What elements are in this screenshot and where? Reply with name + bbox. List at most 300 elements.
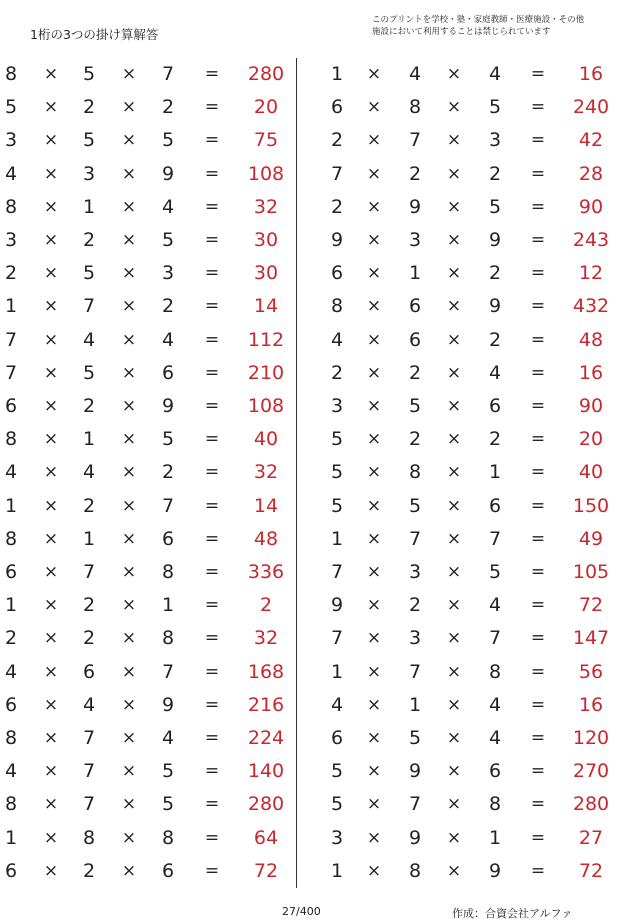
usage-notice-line: このプリントを学校・塾・家庭教師・医療施設・その他 — [372, 15, 585, 25]
times-sign: × — [366, 163, 382, 184]
equals-sign: = — [204, 396, 220, 416]
number-a: 9 — [330, 594, 344, 617]
number-c: 4 — [488, 63, 502, 85]
times-sign: × — [121, 329, 137, 350]
number-c: 4 — [161, 727, 175, 749]
number-b: 7 — [408, 660, 422, 683]
answer: 210 — [247, 361, 285, 384]
times-sign: × — [366, 130, 382, 151]
number-a: 5 — [4, 96, 18, 119]
number-b: 5 — [82, 63, 96, 85]
times-sign: × — [366, 296, 382, 317]
number-b: 1 — [408, 262, 422, 285]
number-b: 5 — [82, 129, 96, 152]
times-sign: × — [43, 462, 59, 483]
number-c: 7 — [488, 627, 502, 650]
number-b: 7 — [82, 760, 96, 783]
number-b: 7 — [408, 129, 422, 152]
number-b: 4 — [408, 63, 422, 85]
times-sign: × — [446, 595, 462, 616]
times-sign: × — [446, 495, 462, 516]
times-sign: × — [446, 396, 462, 416]
equals-sign: = — [530, 761, 546, 782]
answer: 32 — [253, 195, 279, 218]
times-sign: × — [446, 64, 462, 84]
number-c: 6 — [161, 859, 175, 882]
number-a: 6 — [330, 96, 344, 119]
times-sign: × — [121, 429, 137, 450]
number-b: 4 — [82, 461, 96, 484]
times-sign: × — [446, 827, 462, 848]
times-sign: × — [366, 429, 382, 450]
equals-sign: = — [530, 562, 546, 582]
number-c: 9 — [488, 229, 502, 251]
times-sign: × — [446, 628, 462, 649]
number-a: 1 — [4, 494, 18, 517]
number-c: 4 — [161, 328, 175, 351]
number-b: 3 — [408, 561, 422, 583]
times-sign: × — [366, 362, 382, 383]
times-sign: × — [366, 728, 382, 748]
times-sign: × — [366, 196, 382, 217]
number-b: 6 — [82, 660, 96, 683]
problem-row — [0, 556, 640, 589]
times-sign: × — [43, 761, 59, 782]
times-sign: × — [121, 827, 137, 848]
equals-sign: = — [204, 263, 220, 284]
answer: 105 — [572, 561, 610, 583]
answer: 280 — [247, 63, 285, 85]
number-c: 5 — [488, 195, 502, 218]
number-b: 2 — [408, 594, 422, 617]
times-sign: × — [366, 595, 382, 616]
number-b: 2 — [408, 428, 422, 451]
number-a: 8 — [330, 295, 344, 318]
number-c: 6 — [488, 760, 502, 783]
equals-sign: = — [530, 462, 546, 483]
problem-row — [0, 423, 640, 456]
number-b: 2 — [82, 229, 96, 251]
times-sign: × — [366, 329, 382, 350]
times-sign: × — [121, 761, 137, 782]
times-sign: × — [121, 97, 137, 118]
times-sign: × — [446, 694, 462, 715]
times-sign: × — [43, 595, 59, 616]
answer: 216 — [247, 693, 285, 716]
number-a: 4 — [4, 162, 18, 185]
problem-row — [0, 523, 640, 556]
times-sign: × — [446, 97, 462, 118]
number-c: 2 — [161, 461, 175, 484]
equals-sign: = — [204, 595, 220, 616]
times-sign: × — [446, 794, 462, 815]
times-sign: × — [366, 661, 382, 682]
answer: 42 — [578, 129, 604, 152]
problem-row — [0, 788, 640, 821]
number-c: 4 — [161, 195, 175, 218]
number-c: 5 — [161, 428, 175, 451]
number-a: 1 — [4, 295, 18, 318]
number-c: 8 — [161, 627, 175, 650]
times-sign: × — [446, 661, 462, 682]
times-sign: × — [43, 860, 59, 881]
times-sign: × — [43, 794, 59, 815]
problem-row — [0, 158, 640, 191]
equals-sign: = — [204, 794, 220, 815]
equals-sign: = — [530, 794, 546, 815]
number-a: 6 — [4, 693, 18, 716]
number-a: 4 — [330, 693, 344, 716]
answer: 40 — [253, 428, 279, 451]
times-sign: × — [121, 196, 137, 217]
equals-sign: = — [204, 728, 220, 748]
times-sign: × — [121, 495, 137, 516]
times-sign: × — [366, 230, 382, 250]
times-sign: × — [366, 694, 382, 715]
number-c: 5 — [488, 96, 502, 119]
times-sign: × — [366, 860, 382, 881]
equals-sign: = — [204, 462, 220, 483]
problem-row — [0, 855, 640, 888]
times-sign: × — [121, 628, 137, 649]
answer: 243 — [572, 229, 610, 251]
number-a: 5 — [330, 793, 344, 816]
number-b: 6 — [408, 295, 422, 318]
author-credit: 作成：合資会社アルファ — [452, 907, 573, 920]
number-a: 4 — [4, 461, 18, 484]
equals-sign: = — [204, 196, 220, 217]
answer: 240 — [572, 96, 610, 119]
equals-sign: = — [204, 562, 220, 582]
number-b: 9 — [408, 826, 422, 849]
problem-row — [0, 456, 640, 489]
times-sign: × — [446, 562, 462, 582]
number-a: 4 — [330, 328, 344, 351]
times-sign: × — [366, 64, 382, 84]
page-number: 27/400 — [282, 905, 321, 918]
problem-row — [0, 124, 640, 157]
problem-row — [0, 622, 640, 655]
times-sign: × — [121, 64, 137, 84]
times-sign: × — [43, 97, 59, 118]
equals-sign: = — [530, 263, 546, 284]
equals-sign: = — [530, 728, 546, 748]
number-c: 4 — [488, 594, 502, 617]
number-b: 8 — [408, 859, 422, 882]
times-sign: × — [121, 562, 137, 582]
number-a: 4 — [4, 760, 18, 783]
number-c: 9 — [488, 295, 502, 318]
times-sign: × — [43, 528, 59, 549]
equals-sign: = — [530, 230, 546, 250]
number-b: 8 — [408, 96, 422, 119]
problem-row — [0, 58, 640, 91]
times-sign: × — [121, 462, 137, 483]
times-sign: × — [121, 728, 137, 748]
answer: 56 — [578, 660, 604, 683]
times-sign: × — [43, 196, 59, 217]
number-c: 9 — [161, 693, 175, 716]
number-b: 7 — [408, 527, 422, 550]
answer: 280 — [247, 793, 285, 816]
times-sign: × — [446, 196, 462, 217]
number-a: 7 — [4, 328, 18, 351]
problem-row — [0, 290, 640, 323]
equals-sign: = — [530, 661, 546, 682]
equals-sign: = — [204, 362, 220, 383]
times-sign: × — [446, 728, 462, 748]
answer: 108 — [247, 162, 285, 185]
times-sign: × — [446, 761, 462, 782]
number-a: 8 — [4, 793, 18, 816]
number-a: 4 — [4, 660, 18, 683]
number-b: 9 — [408, 195, 422, 218]
number-b: 5 — [408, 494, 422, 517]
number-b: 9 — [408, 760, 422, 783]
number-a: 5 — [330, 461, 344, 484]
answer: 64 — [253, 826, 279, 849]
number-a: 3 — [4, 129, 18, 152]
times-sign: × — [43, 495, 59, 516]
number-b: 2 — [82, 395, 96, 417]
number-c: 5 — [161, 793, 175, 816]
equals-sign: = — [530, 528, 546, 549]
times-sign: × — [121, 263, 137, 284]
number-c: 8 — [488, 660, 502, 683]
answer: 28 — [578, 162, 604, 185]
times-sign: × — [121, 794, 137, 815]
problem-row — [0, 755, 640, 788]
times-sign: × — [43, 296, 59, 317]
times-sign: × — [446, 429, 462, 450]
equals-sign: = — [530, 362, 546, 383]
times-sign: × — [446, 462, 462, 483]
answer: 224 — [247, 727, 285, 749]
times-sign: × — [366, 97, 382, 118]
problem-row — [0, 91, 640, 124]
problem-row — [0, 224, 640, 257]
answer: 168 — [247, 660, 285, 683]
number-a: 1 — [330, 63, 344, 85]
equals-sign: = — [204, 163, 220, 184]
equals-sign: = — [204, 64, 220, 84]
problem-row — [0, 257, 640, 290]
number-c: 6 — [488, 494, 502, 517]
number-a: 3 — [330, 826, 344, 849]
equals-sign: = — [204, 661, 220, 682]
problem-row — [0, 324, 640, 357]
answer: 2 — [259, 594, 273, 617]
number-c: 1 — [488, 461, 502, 484]
number-a: 3 — [4, 229, 18, 251]
number-a: 1 — [330, 859, 344, 882]
number-c: 2 — [488, 262, 502, 285]
number-c: 2 — [488, 162, 502, 185]
number-a: 7 — [330, 162, 344, 185]
times-sign: × — [121, 163, 137, 184]
answer: 280 — [572, 793, 610, 816]
times-sign: × — [121, 296, 137, 317]
equals-sign: = — [530, 860, 546, 881]
number-c: 4 — [488, 727, 502, 749]
number-a: 9 — [330, 229, 344, 251]
answer: 140 — [247, 760, 285, 783]
equals-sign: = — [530, 296, 546, 317]
number-a: 7 — [330, 627, 344, 650]
number-a: 7 — [330, 561, 344, 583]
number-a: 8 — [4, 195, 18, 218]
times-sign: × — [43, 562, 59, 582]
times-sign: × — [43, 396, 59, 416]
answer: 72 — [578, 859, 604, 882]
equals-sign: = — [204, 694, 220, 715]
answer: 16 — [578, 361, 604, 384]
times-sign: × — [43, 728, 59, 748]
number-c: 7 — [161, 660, 175, 683]
times-sign: × — [121, 528, 137, 549]
times-sign: × — [446, 263, 462, 284]
answer: 16 — [578, 63, 604, 85]
number-b: 7 — [408, 793, 422, 816]
equals-sign: = — [204, 495, 220, 516]
number-a: 5 — [330, 494, 344, 517]
number-a: 2 — [330, 129, 344, 152]
answer: 40 — [578, 461, 604, 484]
number-b: 5 — [408, 727, 422, 749]
number-c: 4 — [488, 361, 502, 384]
number-b: 1 — [82, 195, 96, 218]
equals-sign: = — [530, 628, 546, 649]
number-b: 3 — [408, 229, 422, 251]
times-sign: × — [446, 329, 462, 350]
problem-row — [0, 722, 640, 755]
times-sign: × — [446, 362, 462, 383]
answer: 150 — [572, 494, 610, 517]
answer: 72 — [578, 594, 604, 617]
answer: 90 — [578, 395, 604, 417]
number-b: 1 — [82, 527, 96, 550]
equals-sign: = — [204, 296, 220, 317]
number-b: 3 — [82, 162, 96, 185]
answer: 336 — [247, 561, 285, 583]
number-c: 1 — [488, 826, 502, 849]
answer: 30 — [253, 229, 279, 251]
problem-row — [0, 390, 640, 423]
number-c: 5 — [161, 229, 175, 251]
number-a: 2 — [4, 627, 18, 650]
number-b: 5 — [82, 361, 96, 384]
times-sign: × — [43, 329, 59, 350]
times-sign: × — [446, 860, 462, 881]
times-sign: × — [366, 462, 382, 483]
equals-sign: = — [530, 694, 546, 715]
number-c: 2 — [488, 428, 502, 451]
number-b: 7 — [82, 561, 96, 583]
number-b: 2 — [82, 494, 96, 517]
answer: 48 — [253, 527, 279, 550]
answer: 14 — [253, 494, 279, 517]
answer: 30 — [253, 262, 279, 285]
answer: 270 — [572, 760, 610, 783]
number-c: 9 — [488, 859, 502, 882]
equals-sign: = — [204, 528, 220, 549]
number-a: 8 — [4, 527, 18, 550]
times-sign: × — [121, 860, 137, 881]
answer: 32 — [253, 461, 279, 484]
number-c: 5 — [161, 129, 175, 152]
number-c: 5 — [488, 561, 502, 583]
usage-notice-line: 施設において利用することは禁じられています — [372, 27, 551, 37]
number-b: 2 — [408, 162, 422, 185]
times-sign: × — [366, 562, 382, 582]
times-sign: × — [43, 362, 59, 383]
number-a: 6 — [330, 727, 344, 749]
number-a: 7 — [4, 361, 18, 384]
number-c: 7 — [488, 527, 502, 550]
equals-sign: = — [530, 130, 546, 151]
times-sign: × — [366, 396, 382, 416]
number-a: 6 — [330, 262, 344, 285]
number-b: 7 — [82, 295, 96, 318]
times-sign: × — [43, 163, 59, 184]
equals-sign: = — [530, 396, 546, 416]
number-b: 8 — [82, 826, 96, 849]
usage-notice — [372, 14, 584, 38]
equals-sign: = — [530, 595, 546, 616]
answer: 20 — [578, 428, 604, 451]
problem-row — [0, 191, 640, 224]
number-c: 6 — [161, 527, 175, 550]
answer: 90 — [578, 195, 604, 218]
number-b: 2 — [408, 361, 422, 384]
times-sign: × — [366, 761, 382, 782]
times-sign: × — [43, 64, 59, 84]
answer: 16 — [578, 693, 604, 716]
number-c: 2 — [161, 96, 175, 119]
number-a: 5 — [330, 760, 344, 783]
number-a: 1 — [4, 594, 18, 617]
number-c: 8 — [161, 826, 175, 849]
worksheet-title: 1桁の3つの掛け算解答 — [30, 27, 159, 42]
number-a: 1 — [4, 826, 18, 849]
equals-sign: = — [530, 196, 546, 217]
number-a: 6 — [4, 561, 18, 583]
number-c: 2 — [488, 328, 502, 351]
number-c: 8 — [488, 793, 502, 816]
number-c: 7 — [161, 494, 175, 517]
number-a: 1 — [330, 527, 344, 550]
number-c: 3 — [161, 262, 175, 285]
equals-sign: = — [204, 429, 220, 450]
times-sign: × — [366, 794, 382, 815]
number-b: 4 — [82, 328, 96, 351]
number-c: 4 — [488, 693, 502, 716]
number-b: 2 — [82, 594, 96, 617]
equals-sign: = — [204, 230, 220, 250]
number-c: 3 — [488, 129, 502, 152]
answer: 20 — [253, 96, 279, 119]
equals-sign: = — [530, 429, 546, 450]
times-sign: × — [446, 296, 462, 317]
number-b: 2 — [82, 96, 96, 119]
number-b: 7 — [82, 727, 96, 749]
problem-row — [0, 822, 640, 855]
equals-sign: = — [530, 64, 546, 84]
problem-row — [0, 589, 640, 622]
times-sign: × — [446, 130, 462, 151]
number-a: 1 — [330, 660, 344, 683]
number-c: 9 — [161, 162, 175, 185]
